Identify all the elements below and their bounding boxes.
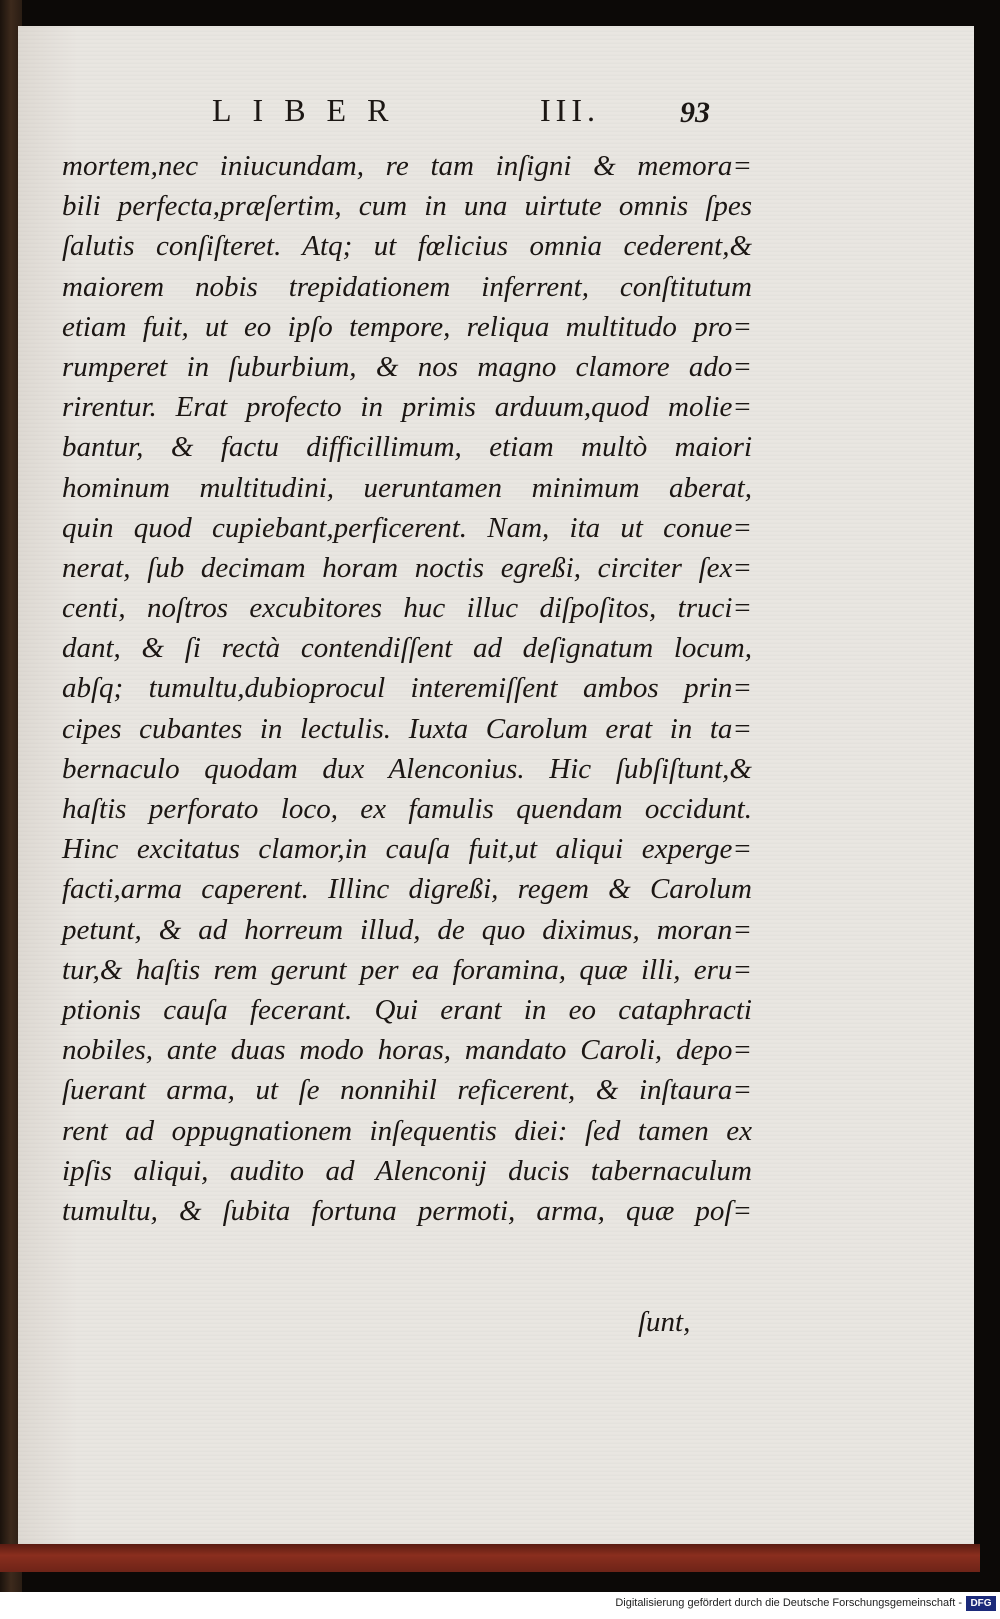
text-line: hominum multitudini, ueruntamen minimum aberat,	[62, 471, 752, 504]
text-line: rent ad oppugnationem inſequentis diei: ſed tamen ex	[62, 1114, 752, 1147]
text-line: etiam fuit, ut eo ipſo tempore, reliqua multitudo pro=	[62, 310, 752, 343]
text-line: tur,& haſtis rem gerunt per ea foramina, quæ illi, eru=	[62, 953, 752, 986]
body-text	[62, 146, 752, 1231]
text-line: maiorem nobis trepidationem inferrent, conſtitutum	[62, 270, 752, 303]
text-line: tumultu, & ſubita fortuna permoti, arma, quæ poſ=	[62, 1194, 752, 1227]
text-line: centi, noſtros excubitores huc illuc diſpoſitos, truci=	[62, 592, 752, 625]
running-head-book: III.	[540, 92, 600, 128]
text-line: bantur, & factu difficillimum, etiam multò maiori	[62, 431, 752, 464]
text-line: ptionis cauſa fecerant. Qui erant in eo cataphracti	[62, 993, 752, 1026]
text-line: nerat, ſub decimam horam noctis egreßi, circiter ſex=	[62, 551, 752, 584]
text-line: bili perfecta,præſertim, cum in una uirtute omnis ſpes	[62, 190, 752, 223]
text-line: cipes cubantes in lectulis. Iuxta Carolum erat in ta=	[62, 712, 752, 745]
text-line: abſq; tumultu,dubioprocul interemiſſent ambos prin=	[62, 672, 752, 705]
text-line: ipſis aliqui, audito ad Alenconij ducis tabernaculum	[62, 1154, 752, 1187]
text-line: dant, & ſi rectà contendiſſent ad deſignatum locum,	[62, 632, 752, 665]
text-line: Hinc excitatus clamor,in cauſa fuit,ut aliqui experge=	[62, 833, 752, 866]
text-line: ſuerant arma, ut ſe nonnihil reficerent, & inſtaura=	[62, 1074, 752, 1107]
text-line: bernaculo quodam dux Alenconius. Hic ſubſiſtunt,&	[62, 752, 752, 785]
text-line: facti,arma caperent. Illinc digreßi, regem & Carolum	[62, 873, 752, 906]
text-line: haſtis perforato loco, ex famulis quendam occidunt.	[62, 793, 752, 825]
text-line: ſalutis conſiſteret. Atq; ut fœlicius omnia cederent,&	[62, 230, 752, 263]
running-head-title: LIBER	[212, 92, 410, 128]
catchword: ſunt,	[638, 1306, 691, 1338]
text-line: rumperet in ſuburbium, & nos magno clamore ado=	[62, 350, 752, 383]
text-line: mortem,nec iniucundam, re tam inſigni & memora=	[62, 150, 752, 182]
running-head	[0, 92, 1000, 138]
text-line: quin quod cupiebant,perficerent. Nam, ita ut conue=	[62, 511, 752, 544]
dfg-logo-icon: DFG	[966, 1596, 996, 1611]
text-line: nobiles, ante duas modo horas, mandato Caroli, depo=	[62, 1034, 752, 1067]
text-line: petunt, & ad horreum illud, de quo diximus, moran=	[62, 913, 752, 946]
page-red-edge	[0, 1544, 980, 1572]
text-line: rirentur. Erat profecto in primis arduum,quod molie=	[62, 391, 752, 424]
page-number: 93	[680, 96, 710, 129]
digitization-credit: Digitalisierung gefördert durch die Deutsche Forschungsgemeinschaft -	[615, 1597, 962, 1609]
